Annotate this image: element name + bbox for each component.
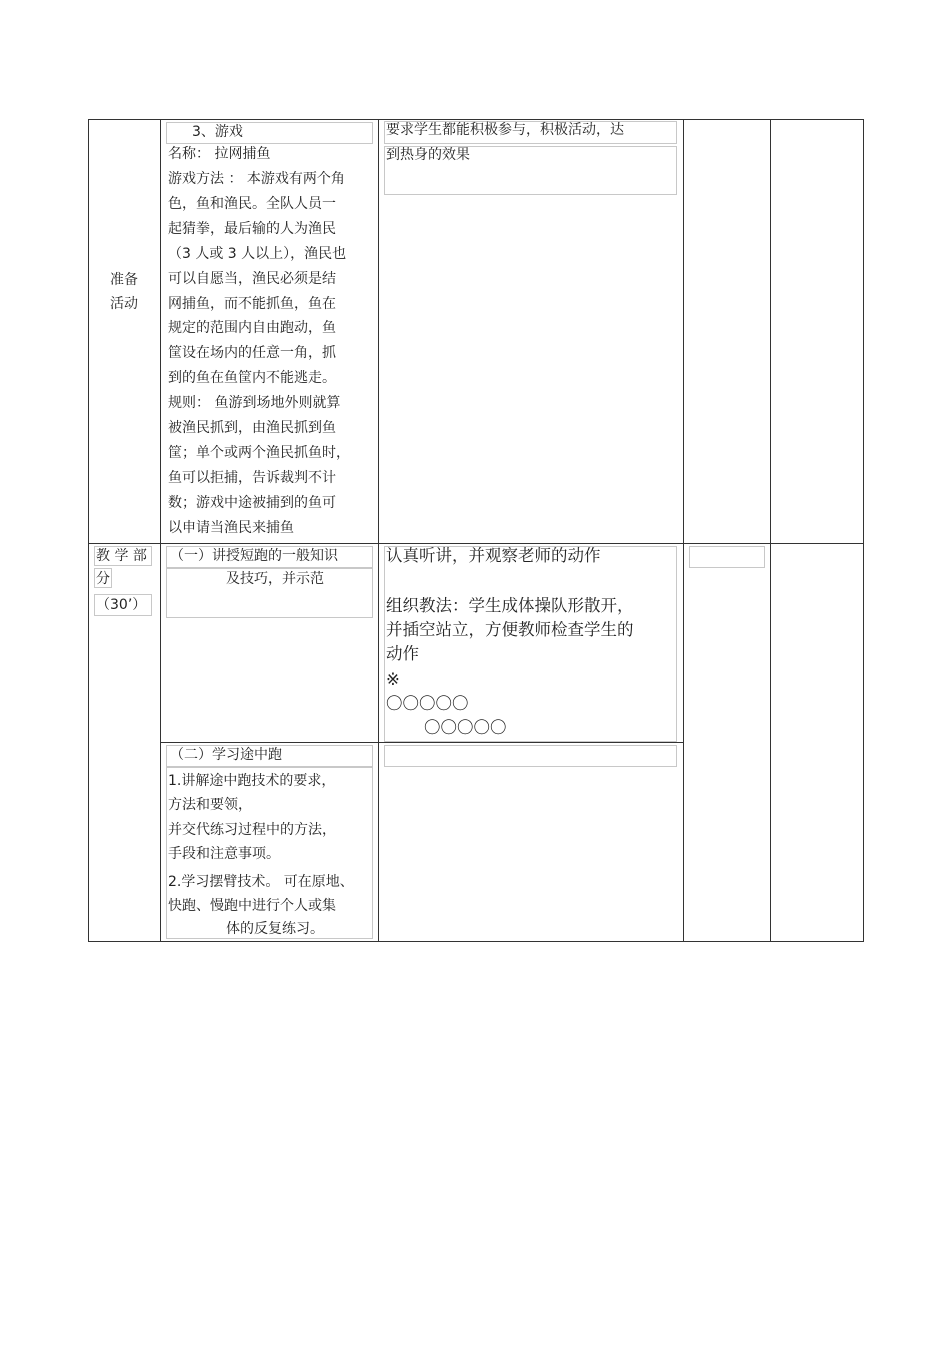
game-line-13: 筐；单个或两个渔民抓鱼时， — [168, 445, 350, 461]
section2-item2-line-3: 体的反复练习。 — [226, 921, 324, 937]
section2-item2-line-1: 2.学习摆臂技术。 可在原地、 — [168, 874, 354, 890]
row-label-teaching-time: （30’） — [96, 597, 147, 613]
section1-continued: 及技巧，并示范 — [226, 571, 324, 587]
table-border-right — [863, 119, 864, 942]
row-label-warmup-2: 活动 — [110, 296, 138, 312]
formation-row-2: 〇〇〇〇〇 — [424, 718, 507, 737]
formation-teacher-mark: ※ — [386, 670, 400, 689]
section2-title: （二）学习途中跑 — [170, 747, 282, 763]
game-line-15: 数；游戏中途被捕到的鱼可 — [168, 495, 336, 511]
section1-title: （一）讲授短跑的一般知识 — [170, 548, 338, 564]
game-line-4: 起猜拳，最后输的人为渔民 — [168, 221, 336, 237]
frame-col4-empty — [689, 546, 765, 568]
game-line-7: 网捕鱼，而不能抓鱼，鱼在 — [168, 296, 336, 312]
section2-item2-line-2: 快跑、慢跑中进行个人或集 — [168, 898, 336, 914]
col-divider-2 — [378, 119, 379, 942]
row-label-warmup-1: 准备 — [110, 272, 138, 288]
game-heading: 3、游戏 — [192, 124, 243, 140]
table-border-bottom — [88, 941, 864, 942]
game-line-5: （3 人或 3 人以上），渔民也 — [168, 246, 347, 262]
section2-line-3: 并交代练习过程中的方法， — [168, 822, 336, 838]
game-line-10: 到的鱼在鱼筐内不能逃走。 — [168, 370, 336, 386]
game-line-8: 规定的范围内自由跑动，鱼 — [168, 320, 336, 336]
game-line-1: 名称： 拉网捕鱼 — [168, 146, 271, 162]
game-line-11: 规则： 鱼游到场地外则就算 — [168, 395, 341, 411]
table-border-left — [88, 119, 89, 942]
frame-student-section2 — [384, 745, 677, 767]
row-label-teaching-2: 分 — [96, 571, 110, 587]
student-req-line-2: 到热身的效果 — [386, 147, 470, 163]
row-label-teaching-1: 教 学 部 — [96, 548, 147, 564]
student-teach-line-1: 认真听讲，并观察老师的动作 — [386, 546, 601, 565]
game-line-9: 筐设在场内的任意一角，抓 — [168, 345, 336, 361]
game-line-2: 游戏方法 ： 本游戏有两个角 — [168, 171, 345, 187]
game-line-16: 以申请当渔民来捕鱼 — [168, 520, 294, 536]
game-line-6: 可以自愿当，渔民必须是结 — [168, 271, 336, 287]
section2-line-2: 方法和要领， — [168, 797, 252, 813]
col-divider-4 — [770, 119, 771, 942]
student-teach-line-4: 并插空站立，方便教师检查学生的 — [386, 620, 634, 639]
student-teach-line-3: 组织教法：学生成体操队形散开， — [386, 596, 634, 615]
col-divider-3 — [683, 119, 684, 942]
section2-line-4: 手段和注意事项。 — [168, 846, 280, 862]
formation-row-1: 〇〇〇〇〇 — [386, 694, 469, 713]
game-line-3: 色，鱼和渔民。全队人员一 — [168, 196, 336, 212]
col-divider-1 — [160, 119, 161, 942]
section2-line-1: 1.讲解途中跑技术的要求， — [168, 773, 336, 789]
game-line-14: 鱼可以拒捕，告诉裁判不计 — [168, 470, 336, 486]
student-teach-line-5: 动作 — [386, 644, 419, 663]
game-line-12: 被渔民抓到，由渔民抓到鱼 — [168, 420, 336, 436]
student-req-line-1: 要求学生都能积极参与，积极活动，达 — [386, 122, 624, 138]
